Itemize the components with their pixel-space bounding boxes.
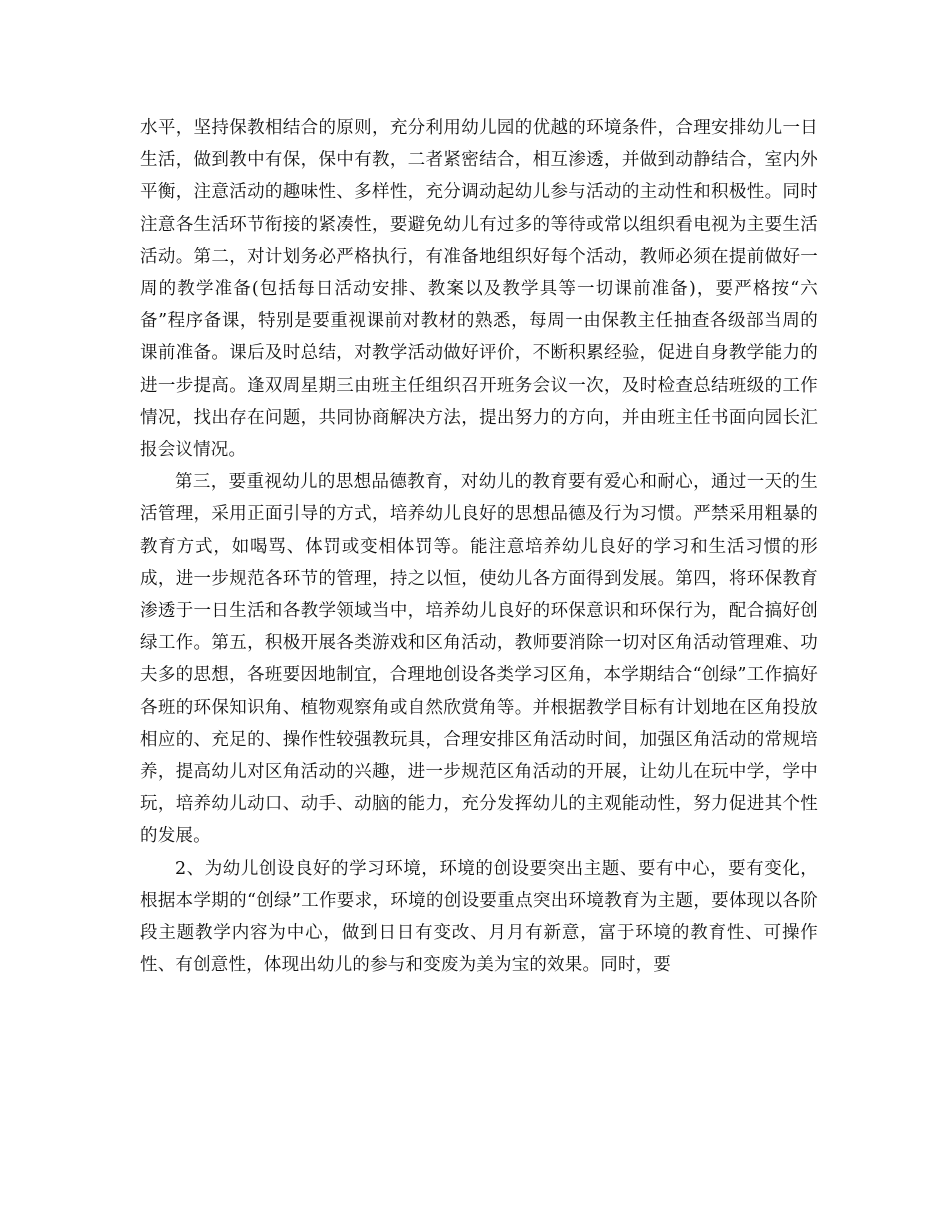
paragraph-third-point: 第三，要重视幼儿的思想品德教育，对幼儿的教育要有爱心和耐心，通过一天的生活管理，采用正面引导的方式，培养幼儿良好的思想品德及行为习惯。严禁采用粗暴的教育方式，如喝骂、体罚或变相体罚等。能注意培养幼儿良好的学习和生活习惯的形成，进一步规范各环节的管理，持之以恒，使幼儿各方面得到发展。第四，将环保教育渗透于一日生活和各教学领域当中，培养幼儿良好的环保意识和环保行为，配合搞好创绿工作。第五，积极开展各类游戏和区角活动，教师要消除一切对区角活动管理难、功夫多的思想，各班要因地制宜，合理地创设各类学习区角，本学期结合“创绿”工作搞好各班的环保知识角、植物观察角或自然欣赏角等。并根据教学目标有计划地在区角投放相应的、充足的、操作性较强教玩具，合理安排区角活动时间，加强区角活动的常规培养，提高幼儿对区角活动的兴趣，进一步规范区角活动的开展，让幼儿在玩中学，学中玩，培养幼儿动口、动手、动脑的能力，充分发挥幼儿的主观能动性，努力促进其个性的发展。 [140, 472, 818, 847]
paragraph-continuation: 水平，坚持保教相结合的原则，充分利用幼儿园的优越的环境条件，合理安排幼儿一日生活，做到教中有保，保中有教，二者紧密结合，相互渗透，并做到动静结合，室内外平衡，注意活动的趣味性、多样性，充分调动起幼儿参与活动的主动性和积极性。同时注意各生活环节衔接的紧凑性，要避免幼儿有过多的等待或常以组织看电视为主要生活活动。第二，对计划务必严格执行，有准备地组织好每个活动，教师必须在提前做好一周的教学准备(包括每日活动安排、教案以及教学具等一切课前准备)，要严格按“六备”程序备课，特别是要重视课前对教材的熟悉，每周一由保教主任抽查各级部当周的课前准备。课后及时总结，对教学活动做好评价，不断积累经验，促进自身教学能力的进一步提高。逢双周星期三由班主任组织召开班务会议一次，及时检查总结班级的工作情况，找出存在问题，共同协商解决方法，提出努力的方向，并由班主任书面向园长汇报会议情况。 [140, 118, 818, 461]
document-body [140, 112, 818, 981]
paragraph-learning-environment: 2、为幼儿创设良好的学习环境，环境的创设要突出主题、要有中心，要有变化，根据本学期的“创绿”工作要求，环境的创设要重点突出环境教育为主题，要体现以各阶段主题教学内容为中心，做到日日有变改、月月有新意，富于环境的教育性、可操作性、有创意性，体现出幼儿的参与和变废为美为宝的效果。同时，要 [140, 858, 818, 976]
